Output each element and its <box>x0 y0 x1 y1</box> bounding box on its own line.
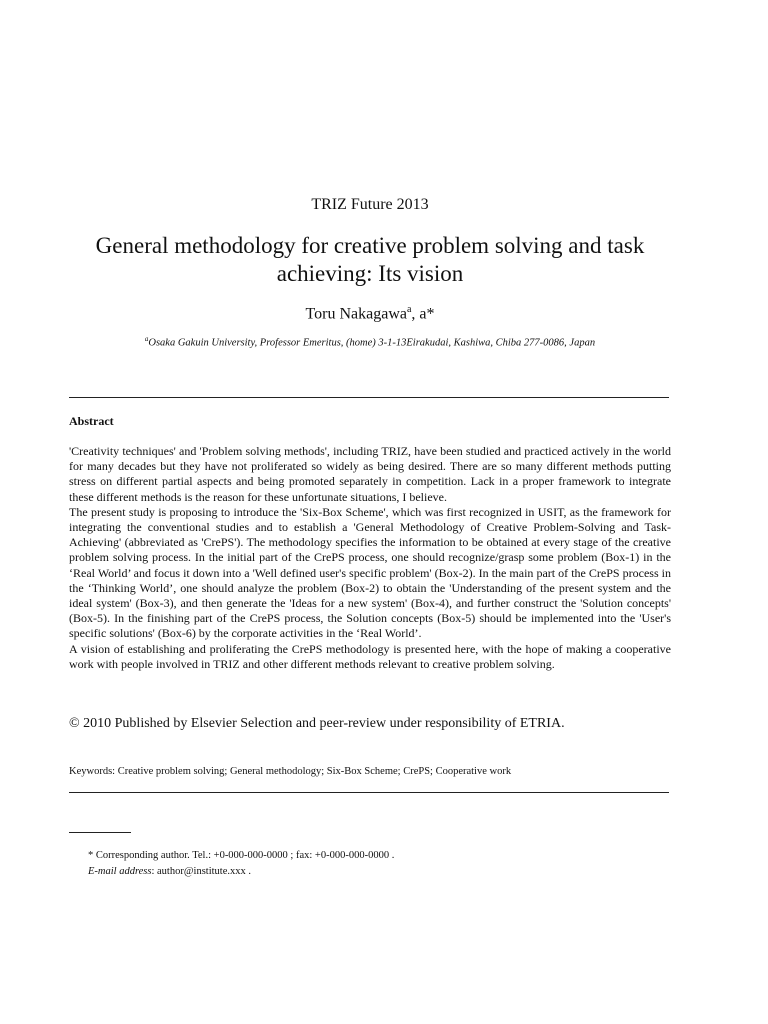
abstract-paragraph: 'Creativity techniques' and 'Problem solving methods', including TRIZ, have been studied and practiced actively in the world for many decades but they have not proliferated so widely as being desired. There are so many different methods putting stress on different partial aspects and being promoted separately in competition. Lack in a proper framework to integrate these different methods is the reason for these unfortunate situations, I believe. <box>69 444 671 504</box>
abstract-heading: Abstract <box>69 414 114 428</box>
email-label: E-mail address <box>88 866 152 877</box>
abstract-paragraph: A vision of establishing and proliferating the CrePS methodology is presented here, with the hope of making a cooperative work with people involved in TRIZ and other different methods relevant to creative problem solving. <box>69 641 671 671</box>
author-superscript: a <box>406 304 412 315</box>
paper-title: General methodology for creative problem solving and task achieving: Its vision <box>95 233 645 286</box>
abstract-paragraph: The present study is proposing to introduce the 'Six-Box Scheme', which was first recognized in USIT, as the framework for integrating the conventional studies and to establish a 'General Methodology of Creative Problem-Solving and Task-Achieving' (abbreviated as 'CrePS'). The methodology specifies the information to be obtained at every stage of the creative problem solving process. In the initial part of the CrePS process, one should recognize/grasp some problem (Box-1) in the ‘Real World’ and focus it down into a 'Well defined user's specific problem' (Box-2). In the main part of the CrePS process in the ‘Thinking World’, one should analyze the problem (Box-2) to obtain the 'Understanding of the present system and the ideal system' (Box-3), and then generate the 'Ideas for a new system' (Box-4), and further construct the 'Solution concepts' (Box-5). In the finishing part of the CrePS process, the Solution concepts (Box-5) should be implemented into the 'User's specific solutions' (Box-6) by the corporate activities in the ‘Real World’. <box>69 504 671 641</box>
affiliation-superscript: a <box>144 335 149 343</box>
author-name: Toru Nakagawa <box>305 305 407 323</box>
author-suffix: , a* <box>411 305 435 323</box>
affiliation-text: Osaka Gakuin University, Professor Emeritus, (home) 3-1-13Eirakudai, Kashiwa, Chiba 277-0086, Japan <box>148 337 596 349</box>
bottom-divider <box>69 792 669 793</box>
corresponding-author-footnote: * Corresponding author. Tel.: +0-000-000-0000 ; fax: +0-000-000-0000 . <box>88 850 395 861</box>
author-line <box>0 304 740 323</box>
conference-name: TRIZ Future 2013 <box>311 196 429 213</box>
footnote-divider <box>69 832 131 833</box>
abstract-body <box>69 444 671 672</box>
top-divider <box>69 397 669 398</box>
email-footnote <box>88 866 251 877</box>
keywords: Keywords: Creative problem solving; General methodology; Six-Box Scheme; CrePS; Cooperative work <box>69 766 512 777</box>
email-value: : author@institute.xxx . <box>151 866 251 877</box>
affiliation <box>0 335 740 349</box>
copyright-notice: © 2010 Published by Elsevier Selection and peer-review under responsibility of ETRIA. <box>69 716 565 731</box>
